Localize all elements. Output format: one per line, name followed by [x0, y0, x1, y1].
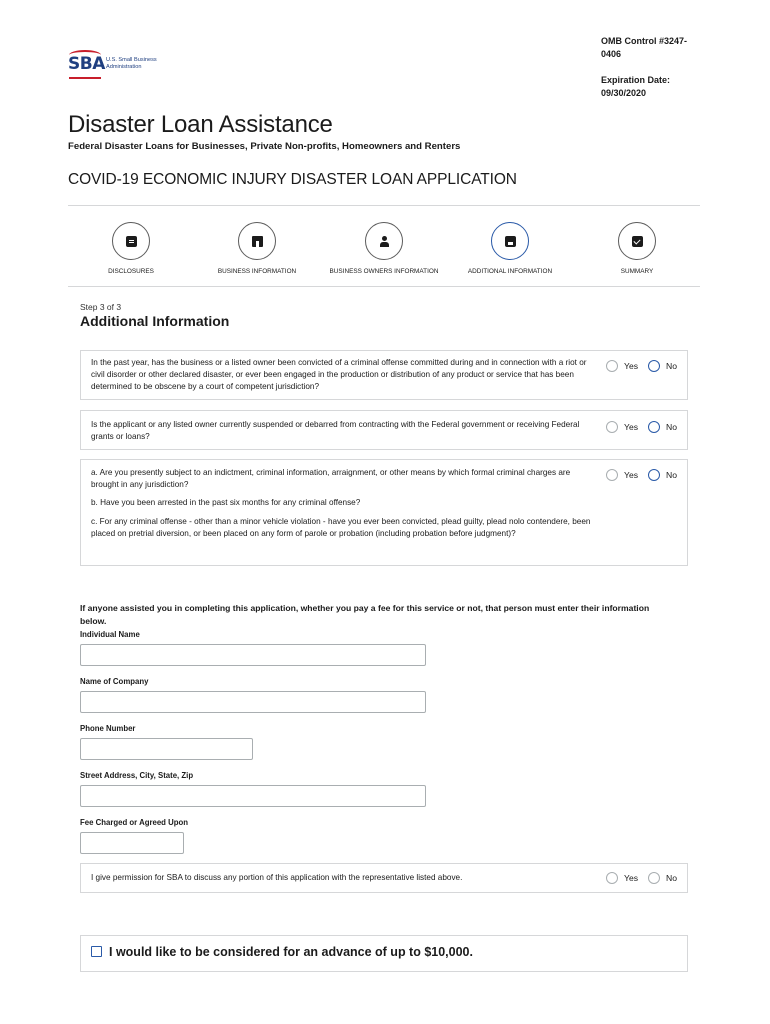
radio-yes[interactable]: [606, 360, 638, 372]
step-additional-information[interactable]: [445, 222, 575, 275]
section-title: Additional Information: [80, 313, 230, 329]
application-title: COVID-19 ECONOMIC INJURY DISASTER LOAN APPLICATION: [68, 171, 517, 188]
radio-label: No: [666, 361, 677, 371]
sba-logo-text: [106, 57, 157, 71]
step-circle: [618, 222, 656, 260]
step-business-owners-information[interactable]: [319, 222, 449, 275]
step-label: BUSINESS INFORMATION: [217, 268, 297, 275]
company-label: Name of Company: [80, 677, 149, 686]
storefront-icon: [252, 236, 263, 247]
address-label: Street Address, City, State, Zip: [80, 771, 194, 780]
step-business-information[interactable]: [192, 222, 322, 275]
step-disclosures[interactable]: [66, 222, 196, 275]
radio-yes[interactable]: [606, 872, 638, 884]
advance-label[interactable]: I would like to be considered for an advance of up to $10,000.: [109, 945, 473, 959]
omb-info: [601, 35, 701, 99]
step-circle: [491, 222, 529, 260]
sba-logo-mark: [68, 52, 105, 76]
radio-no[interactable]: [648, 469, 677, 481]
question-part-a: a. Are you presently subject to an indictment, criminal information, arraignment, or other means by which formal criminal charges are brought in any jurisdiction?: [91, 468, 571, 490]
advance-checkbox[interactable]: [91, 946, 102, 957]
radio-circle: [648, 421, 660, 433]
radio-label: Yes: [624, 422, 639, 432]
phone-number-input[interactable]: [80, 738, 253, 760]
step-label: BUSINESS OWNERS INFORMATION: [329, 268, 439, 275]
divider: [68, 205, 700, 206]
omb-control-line-2: 0406: [601, 48, 622, 59]
step-circle: [365, 222, 403, 260]
question-part-c: c. For any criminal offense - other than a minor vehicle violation - have you ever been convicted, plead guilty, plead nolo contendere, been placed on pretrial diversion, or been placed on any form of parole or probation (including probation before judgment)?: [91, 516, 591, 538]
radio-circle: [606, 469, 618, 481]
radio-no[interactable]: [648, 360, 677, 372]
page-title: Disaster Loan Assistance: [68, 111, 333, 138]
page-subtitle: Federal Disaster Loans for Businesses, Private Non-profits, Homeowners and Renters: [68, 141, 461, 152]
radio-label: No: [666, 422, 677, 432]
step-label: ADDITIONAL INFORMATION: [467, 268, 553, 275]
question-suspended-debarred: [80, 410, 688, 450]
omb-control-line-1: OMB Control #3247-: [601, 36, 688, 46]
question-text: Is the applicant or any listed owner currently suspended or debarred from contracting with the Federal government or receiving Federal grants or loans?: [91, 420, 580, 442]
permission-question: [80, 863, 688, 893]
radio-label: Yes: [624, 873, 639, 883]
radio-circle: [648, 469, 660, 481]
step-summary[interactable]: [572, 222, 702, 275]
question-part-b: b. Have you been arrested in the past six months for any criminal offense?: [91, 498, 361, 508]
logo-line-2: Administration: [106, 64, 142, 70]
radio-circle: [606, 872, 618, 884]
radio-no[interactable]: [648, 421, 677, 433]
fee-label: Fee Charged or Agreed Upon: [80, 818, 189, 827]
question-text: In the past year, has the business or a listed owner been convicted of a criminal offense committed during and in connection with a riot or civil disorder or other declared disaster, or ever been engaged in the production or distribution of any product or service that has been determined to be obscene by a court of competent jurisdiction?: [91, 358, 587, 392]
divider: [68, 286, 700, 287]
radio-label: Yes: [624, 470, 639, 480]
radio-circle: [648, 360, 660, 372]
question-criminal-offense: [80, 350, 688, 400]
file-icon: [505, 236, 516, 247]
radio-no[interactable]: [648, 872, 677, 884]
question-criminal-history: [80, 459, 688, 566]
street-address-input[interactable]: [80, 785, 426, 807]
question-text: I give permission for SBA to discuss any portion of this application with the representative listed above.: [91, 873, 463, 882]
radio-circle: [648, 872, 660, 884]
checkbox-icon: [632, 236, 643, 247]
radio-circle: [606, 421, 618, 433]
step-circle: [238, 222, 276, 260]
step-circle: [112, 222, 150, 260]
individual-name-label: Individual Name: [80, 630, 140, 639]
individual-name-input[interactable]: [80, 644, 426, 666]
company-name-input[interactable]: [80, 691, 426, 713]
users-icon: [379, 236, 390, 247]
radio-label: No: [666, 873, 677, 883]
radio-yes[interactable]: [606, 469, 638, 481]
representative-note: If anyone assisted you in completing this application, whether you pay a fee for this service or not, that person must enter their information below.: [80, 603, 650, 626]
step-label: DISCLOSURES: [108, 268, 154, 275]
step-label: SUMMARY: [620, 268, 654, 275]
advance-option: [80, 935, 688, 972]
sba-logo: [68, 52, 157, 76]
document-icon: [126, 236, 137, 247]
sba-logo-letters: SBA: [68, 54, 105, 74]
radio-label: No: [666, 470, 677, 480]
step-count: Step 3 of 3: [80, 302, 122, 312]
radio-circle: [606, 360, 618, 372]
phone-label: Phone Number: [80, 724, 136, 733]
question-text: [91, 467, 591, 546]
logo-line-1: U.S. Small Business: [106, 57, 157, 63]
expiration-label: Expiration Date:: [601, 75, 671, 85]
radio-label: Yes: [624, 361, 639, 371]
radio-yes[interactable]: [606, 421, 638, 433]
fee-input[interactable]: [80, 832, 184, 854]
expiration-date: 09/30/2020: [601, 87, 647, 98]
